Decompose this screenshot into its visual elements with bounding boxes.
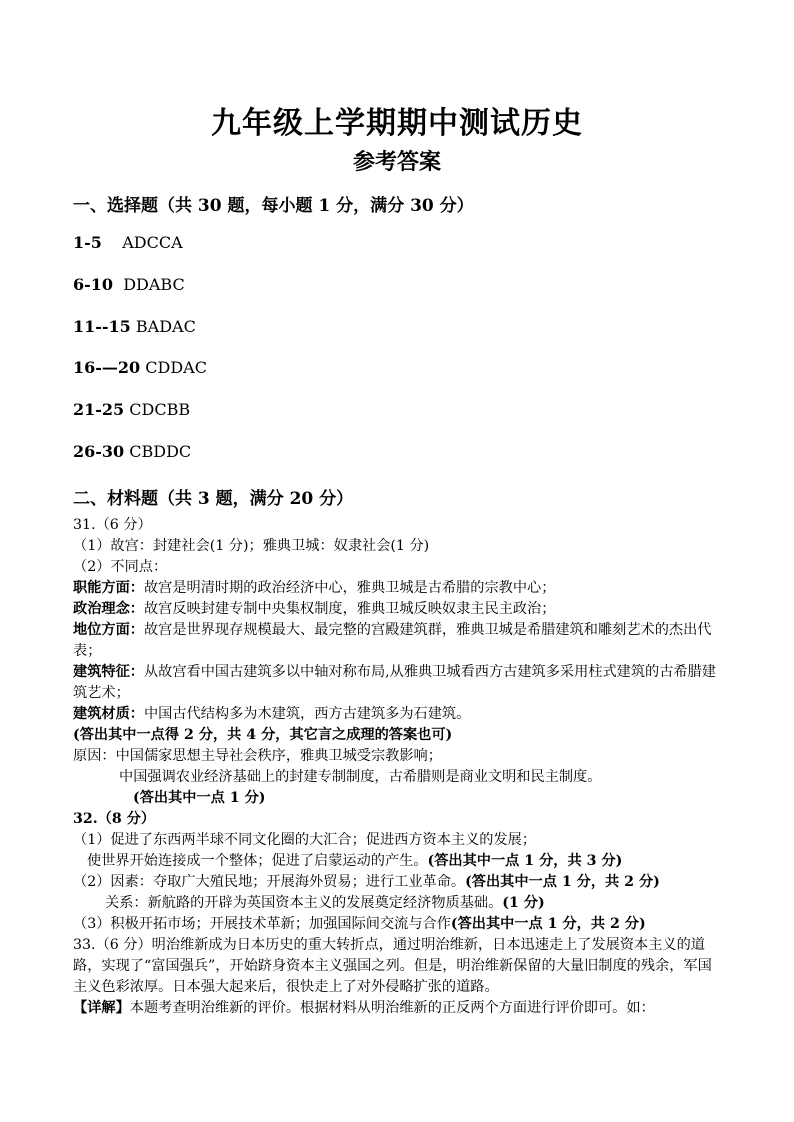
answer-text: （3）积极开拓市场；开展技术革新；加强国际间交流与合作 (73, 916, 451, 932)
item-label: 地位方面： (73, 622, 144, 638)
document-title: 九年级上学期期中测试历史 (211, 106, 583, 141)
answer-range: 16-—20 (73, 358, 141, 377)
difference-item (73, 578, 723, 599)
answer-range: 11--15 (73, 317, 131, 336)
question-32-part3 (73, 914, 723, 935)
answer-range: 6-10 (73, 275, 114, 294)
answer-row (73, 275, 185, 294)
question-33-answer: 33.（6 分）明治维新成为日本历史的重大转折点，通过明治维新，日本迅速走上了发展资本主义的道路，实现了“富国强兵”，开始跻身资本主义强国之列。但是，明治维新保留的大量旧制度的残余，军国主义色彩浓厚。日本强大起来后，很快走上了对外侵略扩张的道路。 (73, 937, 712, 995)
item-text: 故宫是世界现存规模最大、最完整的宫殿建筑群，雅典卫城是希腊建筑和雕刻艺术的杰出代表； (73, 622, 712, 659)
answer-range: 26-30 (73, 442, 125, 461)
scoring-note: (答出其中一点得 2 分，共 4 分，其它言之成理的答案也可) (73, 727, 453, 743)
section-heading-choice: 一、选择题（共 30 题，每小题 1 分，满分 30 分） (73, 196, 474, 216)
answer-letters: CDCBB (129, 400, 191, 419)
answer-letters: CDDAC (145, 358, 207, 377)
question-33-detail (73, 998, 723, 1019)
section-heading-material: 二、材料题（共 3 题，满分 20 分） (73, 489, 354, 509)
answer-text: 关系：新航路的开辟为英国资本主义的发展奠定经济物质基础。 (105, 895, 503, 911)
question-32-part1-cont (87, 851, 737, 872)
question-32-part2-cont (105, 893, 755, 914)
answer-text: 使世界开始连接成一个整体；促进了启蒙运动的产生。 (87, 853, 428, 869)
answer-row (73, 442, 191, 461)
difference-item (73, 620, 723, 662)
answer-row (73, 358, 207, 377)
scoring-note: (1 分) (502, 895, 545, 911)
difference-item (73, 599, 723, 620)
question-32-head: 32.（8 分） (73, 811, 156, 827)
difference-item (73, 662, 723, 704)
detail-label: 【详解】 (73, 1000, 130, 1016)
item-label: 职能方面： (73, 580, 144, 596)
answer-row (73, 317, 196, 336)
answer-letters: ADCCA (122, 233, 183, 252)
answer-text: （2）因素：夺取广大殖民地；开展海外贸易；进行工业革命。 (73, 874, 466, 890)
item-label: 建筑材质： (73, 706, 144, 722)
question-31-head: 31.（6 分） (73, 517, 152, 533)
detail-text: 本题考查明治维新的评价。根据材料从明治维新的正反两个方面进行评价即可。如： (129, 1000, 655, 1016)
item-text: 中国古代结构多为木建筑，西方古建筑多为石建筑。 (143, 706, 471, 722)
reason-line: 原因：中国儒家思想主导社会秩序，雅典卫城受宗教影响； (73, 748, 442, 764)
difference-item (73, 704, 723, 725)
answer-letters: BADAC (135, 317, 196, 336)
answer-letters: DDABC (123, 275, 185, 294)
answer-row (73, 233, 183, 252)
scoring-note: (答出其中一点 1 分，共 2 分) (450, 916, 646, 932)
item-text: 故宫反映封建专制中央集权制度，雅典卫城反映奴隶主民主政治； (143, 601, 556, 617)
item-text: 从故宫看中国古建筑多以中轴对称布局,从雅典卫城看西方古建筑多采用柱式建筑的古希腊建筑艺术； (73, 664, 716, 701)
question-32-part2 (73, 872, 723, 893)
item-label: 建筑特征： (73, 664, 144, 680)
reason-line: 中国强调农业经济基础上的封建专制制度，古希腊则是商业文明和民主制度。 (119, 769, 602, 785)
answer-range: 21-25 (73, 400, 125, 419)
scoring-note: (答出其中一点 1 分) (133, 790, 266, 806)
item-label: 政治理念： (73, 601, 144, 617)
item-text: 故宫是明清时期的政治经济中心，雅典卫城是古希腊的宗教中心； (143, 580, 556, 596)
scoring-note: (答出其中一点 1 分，共 3 分) (427, 853, 623, 869)
question-31-part1: （1）故宫：封建社会(1 分)；雅典卫城：奴隶社会(1 分) (73, 538, 430, 554)
document-subtitle: 参考答案 (352, 150, 441, 175)
question-31-part2: （2）不同点： (73, 559, 168, 575)
scoring-note: (答出其中一点 1 分，共 2 分) (465, 874, 660, 890)
answer-range: 1-5 (73, 233, 102, 252)
question-32-part1: （1）促进了东西两半球不同文化圈的大汇合；促进西方资本主义的发展； (73, 832, 537, 848)
answer-row (73, 400, 190, 419)
answer-letters: CBDDC (129, 442, 192, 461)
